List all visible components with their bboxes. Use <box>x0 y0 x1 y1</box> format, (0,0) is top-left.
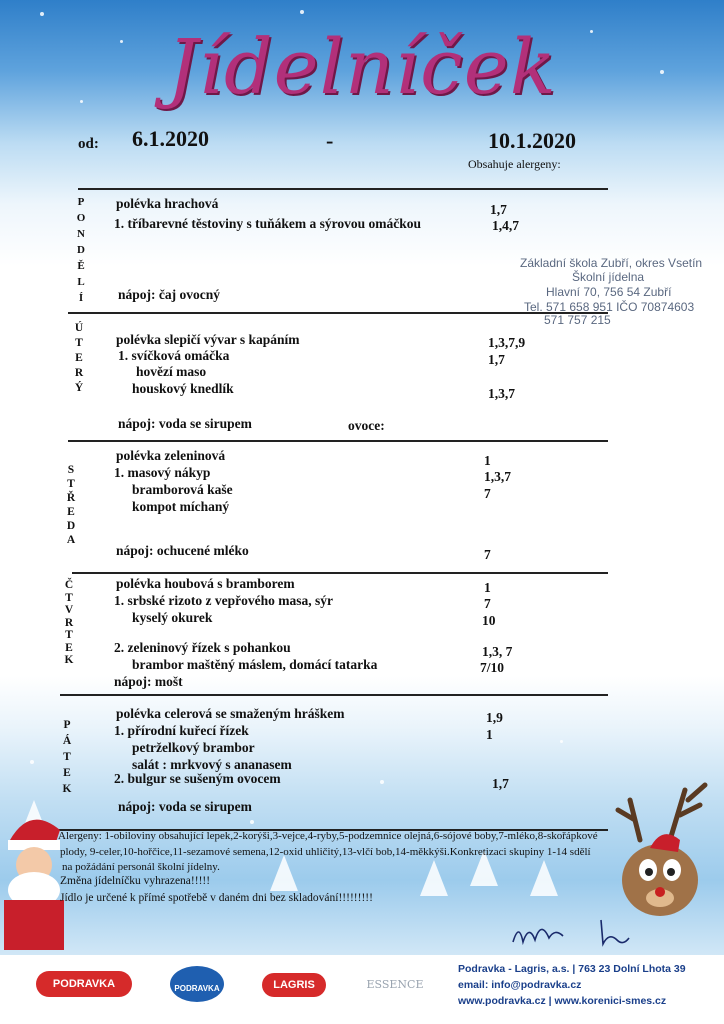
menu-item: 1. masový nákyp <box>114 465 211 480</box>
menu-item: salát : mrkvový s ananasem <box>132 757 292 772</box>
company-web: www.podravka.cz | www.korenici-smes.cz <box>458 995 667 1007</box>
menu-item: 2. zeleninový řízek s pohankou <box>114 640 291 655</box>
day-label-monday <box>74 197 88 309</box>
podravka-vegeta-logo: PODRAVKA <box>170 966 224 1002</box>
allergen-code: 1 <box>484 453 491 468</box>
day-letter: Á <box>62 735 72 747</box>
day-letter: Í <box>78 292 84 304</box>
allergen-legend: plody, 9-celer,10-hořčice,11-sezamové semena,12-oxid uhličitý,13-vlčí bob,14-měkkýši.Konkretizaci skupiny 1-14 sdělí <box>60 846 591 858</box>
allergen-code: 1,3,7 <box>484 469 511 484</box>
company-email: email: info@podravka.cz <box>458 979 582 991</box>
allergen-code: 1,7 <box>490 202 507 217</box>
divider <box>78 188 608 190</box>
menu-item: polévka houbová s bramborem <box>116 576 295 591</box>
day-letter: O <box>76 212 86 224</box>
consumption-notice: Jídlo je určené k přímé spotřebě v daném dni bez skladování!!!!!!!!! <box>60 892 373 904</box>
menu-item: houskový knedlík <box>132 381 234 396</box>
day-letter: E <box>63 767 71 779</box>
school-stamp-line: Základní škola Zubří, okres Vsetín <box>520 256 703 270</box>
day-letter: V <box>64 604 74 616</box>
day-letter: P <box>63 719 71 731</box>
day-letter: T <box>67 478 75 490</box>
tree-shape <box>420 860 448 896</box>
school-stamp-line: Školní jídelna <box>572 270 645 284</box>
day-letter: Ú <box>74 322 84 334</box>
divider <box>72 572 608 574</box>
day-letter: L <box>77 276 85 288</box>
drink-item: nápoj: čaj ovocný <box>118 287 220 302</box>
menu-item: polévka slepičí vývar s kapáním <box>116 332 300 347</box>
snowflake <box>250 820 254 824</box>
allergen-code: 1,3,7 <box>488 386 515 401</box>
day-letter: E <box>67 506 75 518</box>
day-letter: D <box>66 520 76 532</box>
day-letter: T <box>65 591 73 604</box>
day-letter: T <box>75 337 83 349</box>
day-letter: K <box>64 654 74 666</box>
allergen-code: 7/10 <box>480 660 505 675</box>
school-stamp-line: Tel. 571 658 951 IČO 70874603 <box>524 300 695 314</box>
snowflake <box>380 780 384 784</box>
day-letter: Č <box>64 579 74 591</box>
drink-item: nápoj: voda se sirupem <box>118 416 252 431</box>
menu-item: petrželkový brambor <box>132 740 255 755</box>
menu-item: 1. přírodní kuřecí řízek <box>114 723 249 738</box>
menu-item: hovězí maso <box>136 364 207 379</box>
allergen-code: 1,9 <box>486 710 503 725</box>
allergen-code: 10 <box>482 613 496 628</box>
day-letter: K <box>62 783 72 795</box>
allergen-code: 1,7 <box>488 352 505 367</box>
school-stamp-line: Hlavní 70, 756 54 Zubří <box>546 285 672 299</box>
allergen-code: 1,7 <box>492 776 509 791</box>
day-letter: T <box>63 751 71 763</box>
company-address: Podravka - Lagris, a.s. | 763 23 Dolní Lhota 39 <box>458 963 686 975</box>
menu-item: brambor maštěný máslem, domácí tatarka <box>132 657 378 672</box>
day-letter: D <box>77 244 85 256</box>
divider <box>60 694 608 696</box>
allergen-legend: na požádání personál školní jídelny. <box>62 861 220 873</box>
snowflake <box>30 760 34 764</box>
menu-item: polévka celerová se smaženým hráškem <box>116 706 345 721</box>
divider <box>68 440 608 442</box>
allergen-code: 1,3,7,9 <box>488 335 526 350</box>
menu-item: 1. svíčková omáčka <box>118 348 230 363</box>
menu-item: bramborová kaše <box>132 482 233 497</box>
date-dash: - <box>326 128 334 153</box>
lagris-logo: LAGRIS <box>262 973 326 997</box>
day-label-tuesday <box>72 323 86 398</box>
allergen-code: 1,3, 7 <box>482 644 513 659</box>
change-notice: Změna jídelníčku vyhrazena!!!!! <box>60 875 211 887</box>
drink-item: nápoj: ochucené mléko <box>116 543 249 558</box>
day-label-friday <box>60 720 74 800</box>
menu-item: 2. bulgur se sušeným ovocem <box>114 771 281 786</box>
day-letter: Ř <box>66 492 76 504</box>
day-letter: N <box>77 228 85 240</box>
allergen-code: 1,4,7 <box>492 218 519 233</box>
signature <box>505 912 635 952</box>
day-letter: E <box>65 641 73 654</box>
menu-item: polévka hrachová <box>116 196 219 211</box>
from-date: 6.1.2020 <box>132 126 209 151</box>
snowflake <box>560 740 563 743</box>
allergen-code: 7 <box>484 547 491 562</box>
drink-item: nápoj: voda se sirupem <box>118 799 252 814</box>
tree-shape <box>270 855 298 891</box>
allergen-legend: Alergeny: 1-obiloviny obsahující lepek,2-korýši,3-vejce,4-ryby,5-podzemnice olejná,6-sójové boby,7-mléko,8-skořápkové <box>58 830 598 842</box>
snowflake <box>40 12 44 16</box>
drink-item: nápoj: mošt <box>114 674 183 689</box>
day-letter: P <box>77 196 85 208</box>
snowflake <box>300 10 304 14</box>
allergen-code: 1 <box>484 580 491 595</box>
day-letter: R <box>74 367 84 379</box>
day-letter: R <box>64 616 74 629</box>
essence-logo: ESSENCE <box>366 978 424 991</box>
menu-item: 1. srbské rizoto z vepřového masa, sýr <box>114 593 333 608</box>
to-date: 10.1.2020 <box>488 128 576 153</box>
menu-item: 1. tříbarevné těstoviny s tuňákem a sýrovou omáčkou <box>114 216 422 231</box>
allergen-code: 7 <box>484 486 491 501</box>
allergen-header: Obsahuje alergeny: <box>468 157 561 171</box>
school-stamp-line: 571 757 215 <box>544 313 611 327</box>
day-label-thursday <box>62 580 76 668</box>
allergen-code: 1 <box>486 727 493 742</box>
day-letter: A <box>66 534 76 546</box>
from-label: od: <box>78 136 99 152</box>
day-letter: S <box>67 464 75 476</box>
page-title: Jídelníček <box>167 22 557 111</box>
day-label-wednesday <box>64 465 78 549</box>
fruit-label: ovoce: <box>348 418 385 433</box>
menu-item: kompot míchaný <box>132 499 230 514</box>
menu-item: kyselý okurek <box>132 610 213 625</box>
tree-shape <box>530 860 558 896</box>
day-letter: Ý <box>74 382 84 394</box>
allergen-code: 7 <box>484 596 491 611</box>
day-letter: T <box>65 629 73 641</box>
day-letter: Ě <box>77 260 85 272</box>
day-letter: E <box>75 352 83 364</box>
podravka-logo: PODRAVKA <box>36 971 132 997</box>
menu-item: polévka zeleninová <box>116 448 226 463</box>
